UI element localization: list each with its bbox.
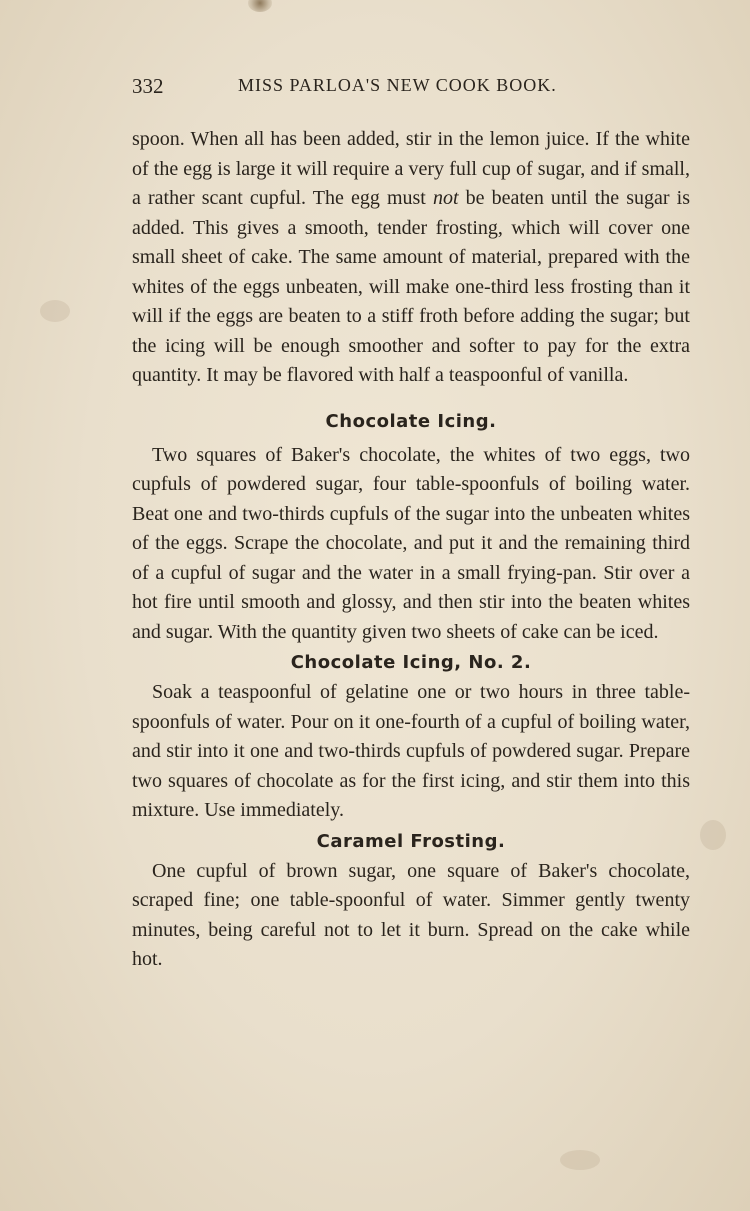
page-number: 332 <box>132 74 164 98</box>
intro-text-before: spoon. When all has been added, stir in the lemon juice. If the white of the egg is large it will require a very full cup of sugar, and if small, a rather scant cupful. The egg must <box>132 128 690 209</box>
intro-emphasis: not <box>432 187 459 209</box>
foxing-spot <box>40 300 70 322</box>
ink-blot <box>248 0 272 12</box>
foxing-spot <box>700 820 726 850</box>
section-heading-caramel-frosting: Caramel Frosting. <box>316 830 506 852</box>
section-text-chocolate-icing-no-2: Soak a teaspoonful of gelatine one or two hours in three table-spoonfuls of water. Pour on it one-fourth of a cupful of boiling water, and stir into it one and two-thirds cupfuls of powdered sugar. Prepare two squares of chocolate as for the first icing, and stir them into this mixture. Use immediately. <box>132 681 690 821</box>
running-head: MISS PARLOA'S NEW COOK BOOK. <box>238 75 557 95</box>
foxing-spot <box>560 1150 600 1170</box>
intro-paragraph <box>132 125 690 391</box>
section-heading-chocolate-icing-no-2: Chocolate Icing, No. 2. <box>290 652 532 673</box>
section-heading-chocolate-icing: Chocolate Icing. <box>325 410 497 432</box>
page-header <box>132 74 694 104</box>
page-body <box>132 125 690 975</box>
intro-text-after: be beaten until the sugar is added. This gives a smooth, tender frosting, which will cover one small sheet of cake. The same amount of material, prepared with the whites of the eggs unbeaten, will make one-third less frosting than it will if the eggs are beaten to a stiff froth before adding the sugar; but the icing will be enough smoother and softer to pay for the extra quantity. It may be flavored with half a teaspoonful of vanilla. <box>132 187 691 386</box>
section-text-chocolate-icing: Two squares of Baker's chocolate, the whites of two eggs, two cupfuls of powdered sugar, four table-spoonfuls of boiling water. Beat one and two-thirds cupfuls of the sugar into the unbeaten whites of the eggs. Scrape the chocolate, and put it and the remaining third of a cupful of sugar and the water in a small frying-pan. Stir over a hot fire until smooth and glossy, and then stir into the beaten whites and sugar. With the quantity given two sheets of cake can be iced. <box>132 443 690 643</box>
section-text-caramel-frosting: One cupful of brown sugar, one square of Baker's chocolate, scraped fine; one table-spoonful of water. Simmer gently twenty minutes, being careful not to let it burn. Spread on the cake while hot. <box>132 859 690 970</box>
